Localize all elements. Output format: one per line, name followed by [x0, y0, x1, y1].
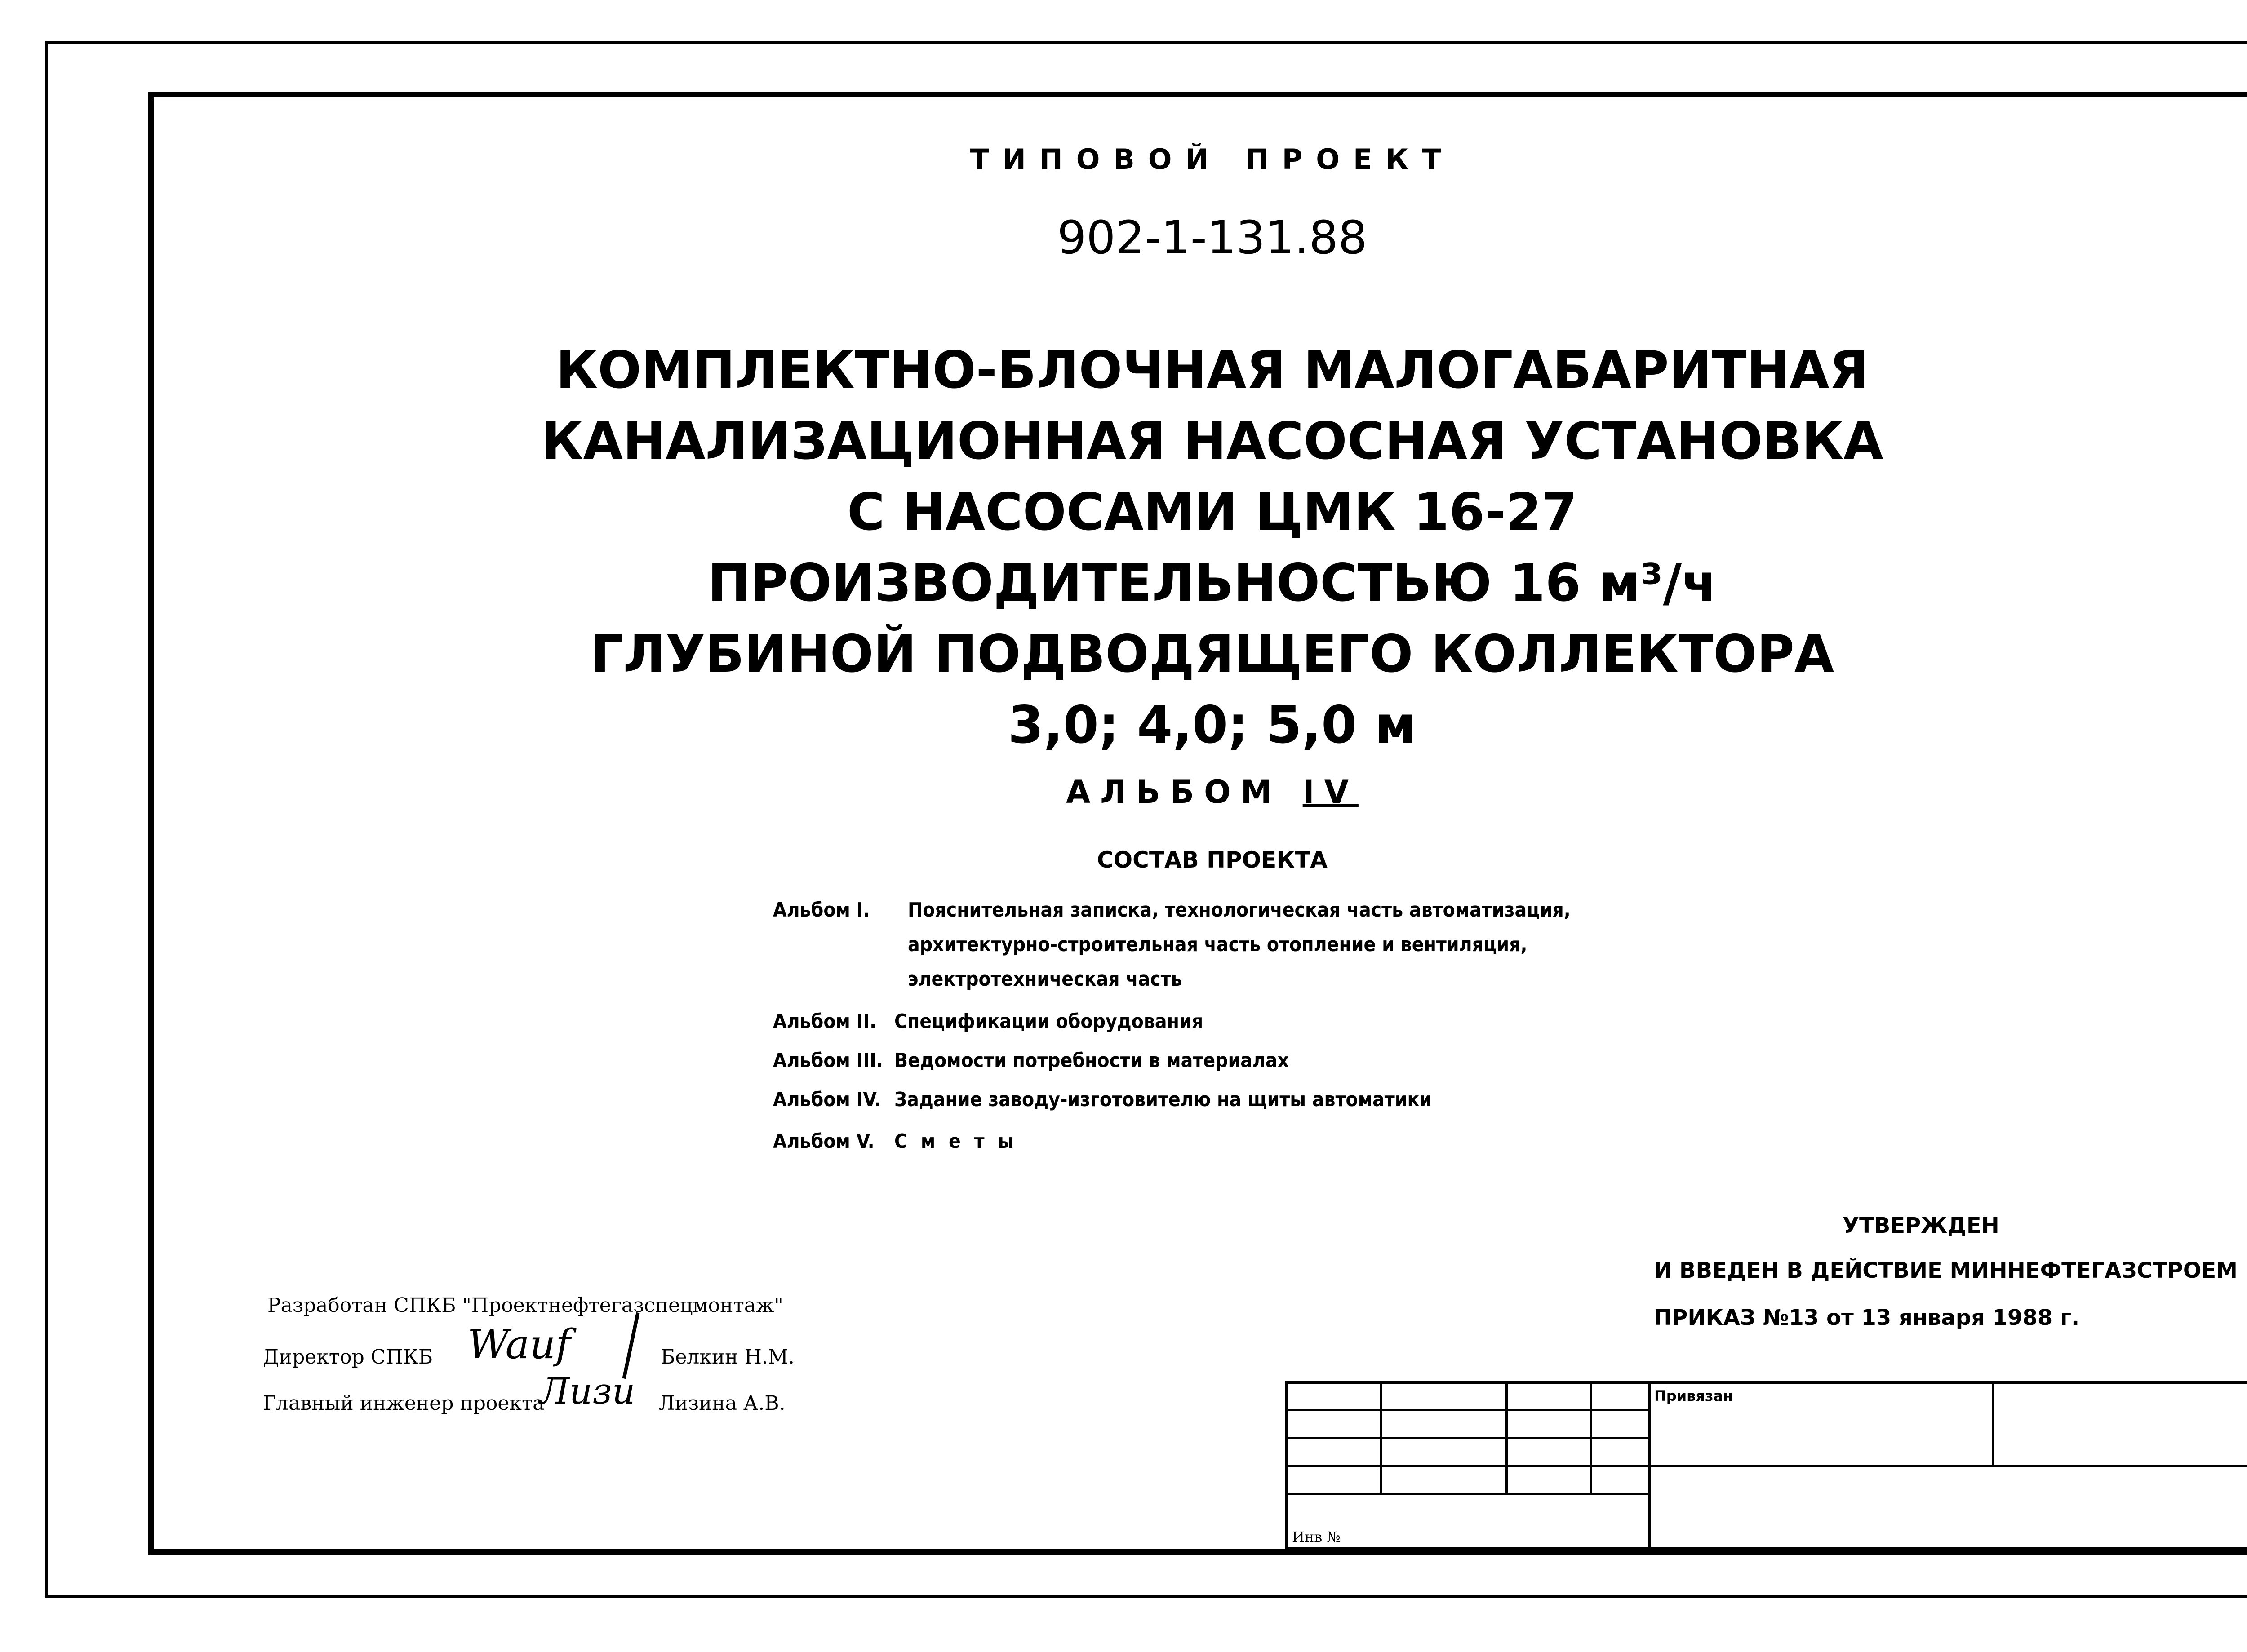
drawing-frame [148, 92, 2247, 1555]
title-line: КАНАЛИЗАЦИОННАЯ НАСОСНАЯ УСТАНОВКА [541, 411, 1883, 471]
director-name: Белкин Н.М. [661, 1346, 795, 1369]
album-item-text: С м е т ы [894, 1130, 1018, 1153]
stamp-cell [1591, 1410, 1650, 1438]
director-signature: Wauf [467, 1321, 571, 1368]
director-title: Директор СПКБ [263, 1346, 433, 1369]
developer-org: Разработан СПКБ "Проектнефтегазспецмонтаж" [267, 1294, 783, 1317]
title-line: ПРОИЗВОДИТЕЛЬНОСТЬЮ 16 м³/ч [707, 553, 1717, 613]
album-item-label: Альбом III. [773, 1049, 883, 1072]
stamp-cell [1591, 1438, 1650, 1466]
album-item-text: Пояснительная записка, технологическая часть автоматизация, [908, 899, 1571, 921]
stamp-cell [1287, 1438, 1381, 1466]
stamp-privyazan-label: Привязан [1654, 1387, 1733, 1404]
stamp-privyazan-cell [1650, 1382, 1994, 1466]
stamp-cell [1591, 1382, 1650, 1410]
stamp-cell [1287, 1410, 1381, 1438]
album-item-label: Альбом IV. [773, 1088, 881, 1111]
album-label: АЛЬБОМ [1066, 774, 1282, 810]
title-block [1285, 1381, 2247, 1550]
album-item-label: Альбом II. [773, 1010, 877, 1033]
approval-title: УТВЕРЖДЕН [1843, 1213, 1999, 1238]
stamp-cell [1994, 1382, 2247, 1466]
stamp-cell [1591, 1466, 1650, 1494]
stamp-inv-cell [1287, 1494, 1650, 1549]
chief-engineer-signature: Лизи [539, 1370, 635, 1412]
album-heading [148, 774, 2247, 810]
title-line: 3,0; 4,0; 5,0 м [1008, 695, 1417, 755]
stamp-cell [1650, 1466, 2247, 1549]
project-code: 902-1-131.88 [1057, 211, 1368, 265]
album-item-label: Альбом I. [773, 899, 870, 921]
album-item-label: Альбом V. [773, 1130, 875, 1153]
title-line: КОМПЛЕКТНО-БЛОЧНАЯ МАЛОГАБАРИТНАЯ [555, 340, 1869, 400]
title-line: С НАСОСАМИ ЦМК 16-27 [847, 482, 1577, 542]
album-number: IV [1302, 774, 1359, 810]
project-title [148, 335, 2247, 761]
album-item-text: электротехническая часть [908, 968, 1182, 991]
stamp-cell [1287, 1382, 1381, 1410]
stamp-cell [1381, 1438, 1507, 1466]
title-line: ГЛУБИНОЙ ПОДВОДЯЩЕГО КОЛЛЕКТОРА [590, 624, 1834, 684]
approval-line: И ВВЕДЕН В ДЕЙСТВИЕ МИННЕФТЕГАЗСТРОЕМ [1654, 1258, 2238, 1283]
stamp-cell [1381, 1410, 1507, 1438]
stamp-cell [1381, 1382, 1507, 1410]
chief-engineer-title: Главный инженер проекта [263, 1392, 545, 1415]
project-kind: ТИПОВОЙ ПРОЕКТ [970, 143, 1455, 176]
composition-title: СОСТАВ ПРОЕКТА [1097, 847, 1328, 873]
album-item-text: архитектурно-строительная часть отопление и вентиляция, [908, 933, 1528, 956]
album-item-text: Задание заводу-изготовителю на щиты автоматики [894, 1088, 1432, 1111]
stamp-cell [1507, 1410, 1591, 1438]
stamp-cell [1507, 1466, 1591, 1494]
album-item-text: Ведомости потребности в материалах [894, 1049, 1289, 1072]
album-item-text: Спецификации оборудования [894, 1010, 1203, 1033]
stamp-cell [1507, 1438, 1591, 1466]
stamp-cell [1507, 1382, 1591, 1410]
approval-order: ПРИКАЗ №13 от 13 января 1988 г. [1654, 1305, 2080, 1330]
stamp-cell [1381, 1466, 1507, 1494]
stamp-cell [1287, 1466, 1381, 1494]
stamp-inv-label: Инв № [1292, 1528, 1341, 1546]
chief-engineer-name: Лизина А.В. [658, 1392, 786, 1415]
